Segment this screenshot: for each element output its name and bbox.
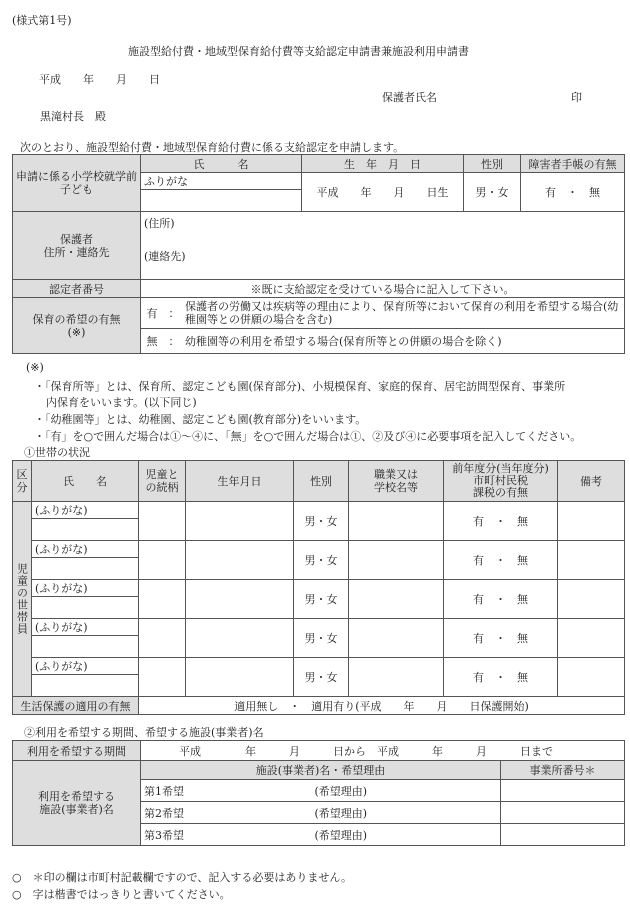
- hh-name-2[interactable]: [32, 558, 139, 580]
- child-label: 申請に係る小学校就学前子ども: [13, 155, 141, 212]
- guardian-name-label: 保護者氏名: [382, 91, 437, 104]
- date-era: 平成: [39, 73, 61, 86]
- hope-no-row[interactable]: [141, 329, 625, 354]
- hh-furigana-2[interactable]: (ふりがな): [32, 541, 139, 558]
- form-title: 施設型給付費・地域型保育給付費等支給認定申請書兼施設利用申請書: [128, 45, 469, 58]
- hope-label: 保育の希望の有無 (※): [13, 298, 141, 354]
- hh-dob-1[interactable]: [186, 502, 294, 541]
- period-label: 利用を希望する期間: [13, 741, 141, 761]
- date-line: [39, 71, 160, 87]
- hh-relation-3[interactable]: [139, 580, 186, 619]
- footer-note-1: ○ ＊印の欄は市町村記載欄ですので、記入する必要はありません。: [12, 871, 353, 884]
- facility-label: 利用を希望する 施設(事業者)名: [13, 761, 141, 846]
- hh-furigana-5[interactable]: (ふりがな): [32, 658, 139, 675]
- form-number: (様式第1号): [12, 14, 72, 27]
- hh-job-2[interactable]: [349, 541, 444, 580]
- hh-dob-4[interactable]: [186, 619, 294, 658]
- hh-job-5[interactable]: [349, 658, 444, 697]
- hope-no-text: 幼稚園等の利用を希望する場合(保育所等との併願の場合を除く): [185, 335, 502, 348]
- hh-name-5[interactable]: [32, 675, 139, 697]
- guardian-address-label: 保護者 住所・連絡先: [13, 212, 141, 280]
- hh-name-4[interactable]: [32, 636, 139, 658]
- hh-remarks-1[interactable]: [558, 502, 625, 541]
- hope-no-option[interactable]: 無 ：: [146, 335, 180, 348]
- hh-tax-5[interactable]: 有 ・ 無: [444, 658, 558, 697]
- guardian-address-field[interactable]: [141, 212, 625, 280]
- child-disability-choice[interactable]: 有 ・ 無: [521, 173, 625, 212]
- hh-furigana-1[interactable]: (ふりがな): [32, 502, 139, 519]
- hh-remarks-2[interactable]: [558, 541, 625, 580]
- hh-relation-1[interactable]: [139, 502, 186, 541]
- kubun-header: 区 分: [13, 461, 32, 502]
- hh-job-1[interactable]: [349, 502, 444, 541]
- choice-3-number[interactable]: [501, 824, 625, 846]
- note-1b: 内保育をいいます。(以下同じ): [46, 396, 197, 409]
- cert-number-field[interactable]: [141, 280, 625, 298]
- facility-name-header: 施設(事業者)名・希望理由: [141, 761, 501, 780]
- note-1: ・「保育所等」とは、保育所、認定こども園(保育部分)、小規模保育、家庭的保育、居宅訪問型保育、事業所: [34, 380, 566, 393]
- hh-name-header: 氏 名: [32, 461, 139, 502]
- note-2: ・「幼稚園等」とは、幼稚園、認定こども園(教育部分)をいいます。: [34, 413, 367, 426]
- choice-2-reason[interactable]: (希望理由): [225, 802, 501, 824]
- choice-2-label: 第2希望: [141, 802, 225, 824]
- hh-tax-1[interactable]: 有 ・ 無: [444, 502, 558, 541]
- hh-sex-2[interactable]: 男・女: [294, 541, 349, 580]
- dob-header: 生 年 月 日: [302, 155, 464, 173]
- hh-tax-2[interactable]: 有 ・ 無: [444, 541, 558, 580]
- choice-1-reason[interactable]: (希望理由): [225, 780, 501, 802]
- note-3: ・「有」を○で囲んだ場合は①～④に、「無」を○で囲んだ場合は①、②及び④に必要事項を記入してください。: [34, 430, 582, 443]
- hh-furigana-3[interactable]: (ふりがな): [32, 580, 139, 597]
- addressee: 黒滝村長 殿: [40, 110, 106, 123]
- hh-remarks-4[interactable]: [558, 619, 625, 658]
- date-day: 日: [149, 73, 160, 86]
- remarks-header: 備考: [558, 461, 625, 502]
- hope-yes-row[interactable]: [141, 298, 625, 329]
- hh-name-1[interactable]: [32, 519, 139, 541]
- cert-number-label: 認定者番号: [13, 280, 141, 298]
- household-heading: ①世帯の状況: [24, 446, 90, 459]
- hh-sex-header: 性別: [294, 461, 349, 502]
- date-year: 年: [83, 73, 94, 86]
- hope-yes-option[interactable]: 有 ：: [146, 307, 180, 320]
- hh-tax-4[interactable]: 有 ・ 無: [444, 619, 558, 658]
- household-side-text: 児童の世帯員: [15, 563, 29, 635]
- footer-note-2: ○ 字は楷書ではっきりと書いてください。: [12, 888, 231, 901]
- seal-mark: 印: [571, 91, 582, 104]
- hh-job-3[interactable]: [349, 580, 444, 619]
- choice-3-reason[interactable]: (希望理由): [225, 824, 501, 846]
- hh-dob-5[interactable]: [186, 658, 294, 697]
- hh-sex-4[interactable]: 男・女: [294, 619, 349, 658]
- hh-relation-5[interactable]: [139, 658, 186, 697]
- choice-1-number[interactable]: [501, 780, 625, 802]
- hh-furigana-4[interactable]: (ふりがな): [32, 619, 139, 636]
- hh-sex-3[interactable]: 男・女: [294, 580, 349, 619]
- facility-number-header: 事業所番号＊: [501, 761, 625, 780]
- intro-text: 次のとおり、施設型給付費・地域型保育給付費に係る支給認定を申請します。: [20, 141, 405, 154]
- hh-dob-3[interactable]: [186, 580, 294, 619]
- household-table: [12, 460, 625, 715]
- child-name-field[interactable]: [141, 190, 302, 212]
- hh-relation-2[interactable]: [139, 541, 186, 580]
- household-side-label: [13, 502, 32, 697]
- child-sex-choice[interactable]: 男・女: [464, 173, 521, 212]
- welfare-label: 生活保護の適用の有無: [13, 697, 139, 715]
- date-month: 月: [116, 73, 127, 86]
- hh-name-3[interactable]: [32, 597, 139, 619]
- hh-relation-4[interactable]: [139, 619, 186, 658]
- choice-2-number[interactable]: [501, 802, 625, 824]
- hope-yes-text: 保護者の労働又は疾病等の理由により、保育所等において保育の利用を希望する場合(幼稚園等との併願の場合を含む): [185, 300, 619, 326]
- notes-mark: (※): [26, 361, 44, 374]
- hh-dob-header: 生年月日: [186, 461, 294, 502]
- relation-header: 児童と の続柄: [139, 461, 186, 502]
- hh-sex-5[interactable]: 男・女: [294, 658, 349, 697]
- sex-header: 性別: [464, 155, 521, 173]
- choice-1-label: 第1希望: [141, 780, 225, 802]
- welfare-choice[interactable]: 適用無し ・ 適用有り(平成 年 月 日保護開始): [139, 697, 625, 715]
- cert-note: ※既に支給認定を受けている場合に記入して下さい。: [250, 282, 515, 296]
- address-label: (住所): [144, 217, 175, 230]
- hh-dob-2[interactable]: [186, 541, 294, 580]
- facility-heading: ②利用を希望する期間、希望する施設(事業者)名: [24, 726, 264, 739]
- name-header: 氏 名: [141, 155, 302, 173]
- child-dob-field[interactable]: 平成 年 月 日生: [302, 173, 464, 212]
- tax-header: 前年度分(当年度分) 市町村民税 課税の有無: [444, 461, 558, 502]
- choice-3-label: 第3希望: [141, 824, 225, 846]
- disability-header: 障害者手帳の有無: [521, 155, 625, 173]
- hh-tax-3[interactable]: 有 ・ 無: [444, 580, 558, 619]
- hh-remarks-5[interactable]: [558, 658, 625, 697]
- child-furigana-field[interactable]: ふりがな: [141, 173, 302, 190]
- job-header: 職業又は 学校名等: [349, 461, 444, 502]
- applicant-table: [12, 154, 625, 354]
- hh-sex-1[interactable]: 男・女: [294, 502, 349, 541]
- contact-label: (連絡先): [144, 250, 186, 263]
- hh-job-4[interactable]: [349, 619, 444, 658]
- hh-remarks-3[interactable]: [558, 580, 625, 619]
- period-field[interactable]: 平成 年 月 日から 平成 年 月 日まで: [141, 741, 625, 761]
- facility-table: [12, 740, 625, 846]
